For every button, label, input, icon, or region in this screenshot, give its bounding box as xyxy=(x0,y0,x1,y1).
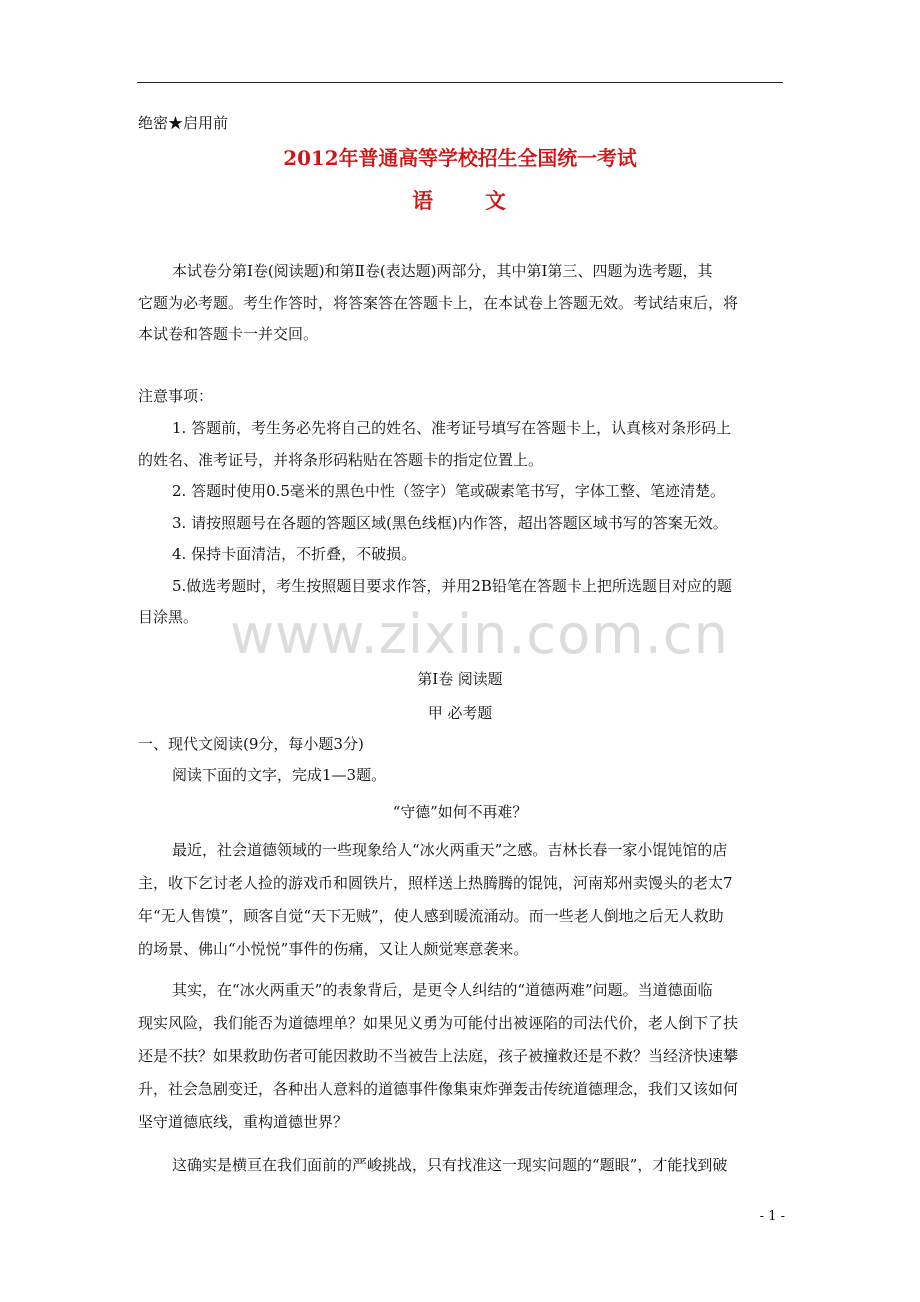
article-line: 这确实是横亘在我们面前的严峻挑战，只有找准这一现实问题的“题眼”，才能找到破 xyxy=(172,1156,728,1174)
article-line: 年“无人售馍”，顾客自觉“天下无贼”，使人感到暖流涌动。而一些老人倒地之后无人救助 xyxy=(138,907,724,925)
intro-line: 本试卷分第Ⅰ卷(阅读题)和第Ⅱ卷(表达题)两部分，其中第Ⅰ第三、四题为选考题，其 xyxy=(172,262,713,280)
article-line: 其实，在“冰火两重天”的表象背后，是更令人纠结的“道德两难”问题。当道德面临 xyxy=(172,981,713,999)
intro-line: 它题为必考题。考生作答时，将答案答在答题卡上，在本试卷上答题无效。考试结束后，将 xyxy=(138,294,739,312)
article-line: 升，社会急剧变迁，各种出人意料的道德事件像集束炸弹轰击传统道德理念，我们又该如何 xyxy=(138,1080,739,1098)
note-line: 4. 保持卡面清洁，不折叠，不破损。 xyxy=(172,545,417,563)
note-line: 5.做选考题时，考生按照题目要求作答，并用2B铅笔在答题卡上把所选题目对应的题 xyxy=(172,577,732,595)
subject-title xyxy=(0,188,920,214)
intro-line: 本试卷和答题卡一并交回。 xyxy=(138,325,319,343)
part-title: 甲 必考题 xyxy=(427,704,493,722)
note-line: 的姓名、准考证号，并将条形码粘贴在答题卡的指定位置上。 xyxy=(138,451,544,469)
article-line: 还是不扶？如果救助伤者可能因救助不当被告上法庭，孩子被撞救还是不救？当经济快速攀 xyxy=(138,1047,739,1065)
subject-title-part2: 文 xyxy=(485,188,508,213)
confidential-label: 绝密★启用前 xyxy=(138,114,229,132)
note-line: 2. 答题时使用0.5毫米的黑色中性（签字）笔或碳素笔书写，字体工整、笔迹清楚。 xyxy=(172,482,725,500)
article-line: 现实风险，我们能否为道德埋单？如果见义勇为可能付出被诬陷的司法代价，老人倒下了扶 xyxy=(138,1014,739,1032)
note-line: 1. 答题前，考生务必先将自己的姓名、准考证号填写在答题卡上，认真核对条形码上 xyxy=(172,419,732,437)
article-line: 主，收下乞讨老人捡的游戏币和圆铁片，照样送上热腾腾的馄饨，河南郑州卖馒头的老太7 xyxy=(138,874,733,892)
exam-title: 2012年普通高等学校招生全国统一考试 xyxy=(283,146,637,170)
article-line: 的场景、佛山“小悦悦”事件的伤痛，又让人颇觉寒意袭来。 xyxy=(138,940,529,958)
article-line: 最近，社会道德领域的一些现象给人“冰火两重天”之感。吉林长春一家小馄饨馆的店 xyxy=(172,841,728,859)
page-number: - 1 - xyxy=(759,1209,785,1224)
header-rule xyxy=(137,82,783,83)
note-line: 目涂黑。 xyxy=(138,608,199,626)
article-line: 坚守道德底线，重构道德世界？ xyxy=(138,1113,349,1131)
watermark: www.zixin.com.cn xyxy=(230,603,729,666)
subject-title-part1: 语 xyxy=(412,188,435,213)
volume-title: 第Ⅰ卷 阅读题 xyxy=(417,670,503,688)
notes-heading: 注意事项： xyxy=(138,387,214,405)
article-title: “守德”如何不再难？ xyxy=(392,803,528,821)
note-line: 3. 请按照题号在各题的答题区域(黑色线框)内作答，超出答题区域书写的答案无效。 xyxy=(172,514,728,532)
question-heading: 一、现代文阅读(9分，每小题3分) xyxy=(138,735,364,753)
question-instruction: 阅读下面的文字，完成1—3题。 xyxy=(172,766,387,784)
